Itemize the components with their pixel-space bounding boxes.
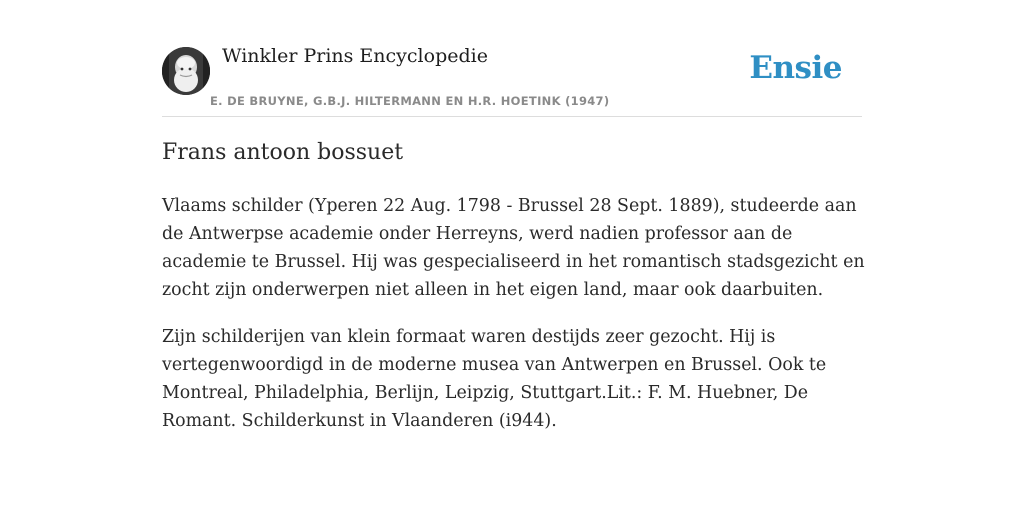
source-header <box>162 40 862 117</box>
author-portrait-icon <box>162 47 210 95</box>
article-paragraph: Zijn schilderijen van klein formaat waren destijds zeer gezocht. Hij is vertegenwoordigd in de moderne musea van Antwerpen en Brussel. Ook te Montreal, Philadelphia, Berlijn, Leipzig, Stuttgart.Lit.: F. M. Huebner, De Romant. Schilderkunst in Vlaanderen (i944). <box>162 327 827 431</box>
source-title[interactable]: Winkler Prins Encyclopedie <box>222 45 488 67</box>
source-authors: E. DE BRUYNE, G.B.J. HILTERMANN EN H.R. HOETINK (1947) <box>210 94 610 108</box>
article-title: Frans antoon bossuet <box>162 140 404 165</box>
article-paragraph: Vlaams schilder (Yperen 22 Aug. 1798 - Brussel 28 Sept. 1889), studeerde aan de Antwerpse academie onder Herreyns, werd nadien professor aan de academie te Brussel. Hij was gespecialiseerd in het romantisch stadsgezicht en zocht zijn onderwerpen niet alleen in het eigen land, maar ook daarbuiten. <box>162 196 865 300</box>
brand-logo[interactable]: Ensie <box>749 50 842 86</box>
